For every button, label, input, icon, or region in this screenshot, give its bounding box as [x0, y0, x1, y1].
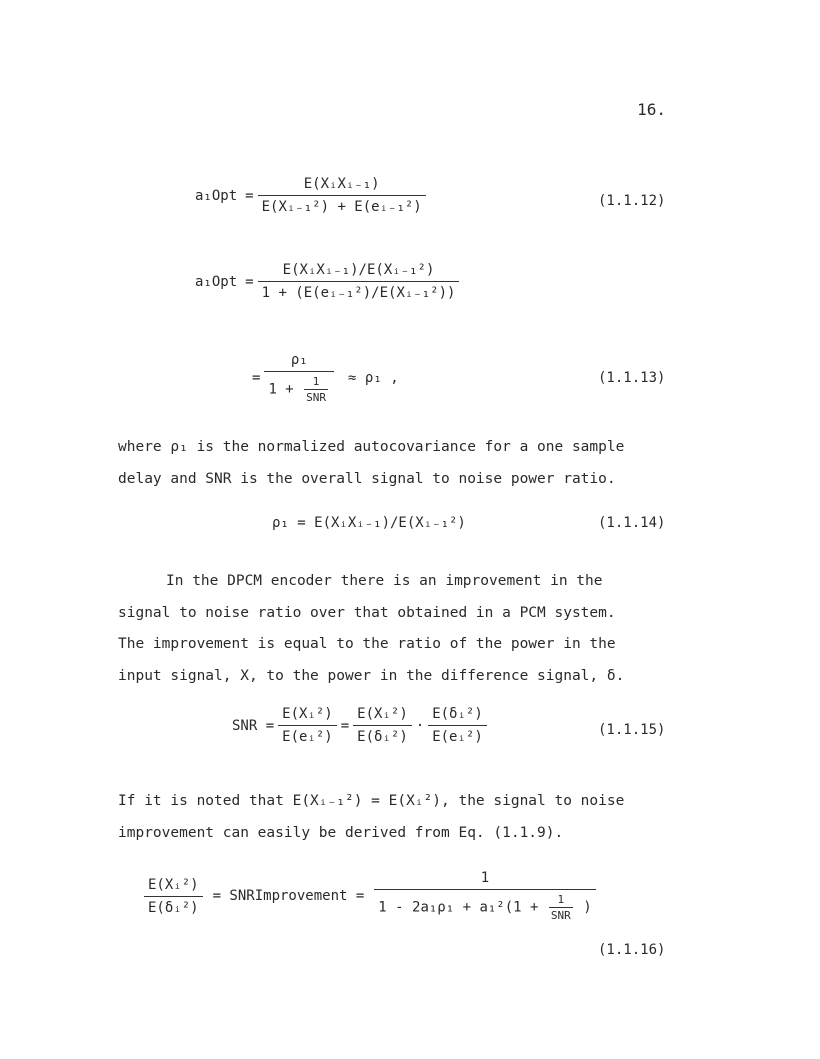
text-line: signal to noise ratio over that obtained in a PCM system. — [118, 604, 616, 621]
eq-lhs: a₁Opt — [195, 187, 238, 204]
multiply-dot: · — [415, 717, 425, 734]
equation-1-1-16 — [140, 870, 600, 922]
numerator: E(XᵢXᵢ₋₁) — [303, 176, 380, 192]
text-line: The improvement is equal to the ratio of the power in the — [118, 636, 616, 652]
eq-lhs: SNR = — [232, 717, 275, 734]
eq-sign: = — [245, 187, 254, 204]
equation-number: (1.1.14) — [598, 515, 666, 531]
denominator — [374, 889, 595, 922]
eq-sign: = — [252, 370, 261, 386]
paragraph — [118, 566, 624, 692]
denominator-lead: 1 - 2a₁ρ₁ + a₁²(1 + — [378, 899, 539, 916]
fraction — [278, 706, 337, 745]
fraction — [353, 706, 412, 745]
denominator-lead: 1 + — [268, 381, 294, 398]
text-line: input signal, X, to the power in the difference signal, δ. — [118, 667, 625, 684]
numerator: E(XᵢXᵢ₋₁)/E(Xᵢ₋₁²) — [282, 262, 435, 278]
inner-denominator: SNR — [306, 391, 327, 404]
equation-number: (1.1.15) — [598, 722, 666, 738]
text-line: If it is noted that E(Xᵢ₋₁²) = E(Xᵢ²), the signal to noise — [118, 793, 625, 809]
fraction — [374, 870, 595, 922]
eq-lhs: a₁Opt — [195, 273, 238, 290]
fraction — [264, 352, 334, 404]
equation-1-1-13 — [252, 352, 399, 404]
denominator: E(eᵢ²) — [428, 725, 487, 745]
text-line: where ρ₁ is the normalized autocovariance for a one sample — [118, 439, 625, 455]
denominator: E(δᵢ²) — [144, 896, 203, 916]
fraction — [144, 877, 203, 916]
inner-denominator: SNR — [550, 909, 571, 922]
fraction — [258, 176, 426, 215]
equation-number: (1.1.12) — [598, 193, 666, 209]
snr-improvement-label: = SNRImprovement = — [212, 888, 365, 904]
denominator: E(Xᵢ₋₁²) + E(eᵢ₋₁²) — [258, 195, 426, 215]
numerator: E(Xᵢ²) — [148, 876, 199, 893]
paragraph — [118, 786, 624, 849]
inner-fraction — [304, 375, 328, 404]
denominator: 1 + (E(eᵢ₋₁²)/E(Xᵢ₋₁²)) — [258, 281, 460, 301]
text-line: In the DPCM encoder there is an improvement in the — [166, 573, 603, 589]
equation-number: (1.1.16) — [598, 942, 666, 958]
inner-numerator: 1 — [312, 375, 320, 388]
eq-sign: = — [340, 717, 350, 734]
inner-fraction — [549, 893, 573, 922]
inner-numerator: 1 — [557, 893, 565, 906]
eq-sign: = — [245, 273, 254, 290]
page-number: 16. — [637, 100, 666, 119]
text-line: improvement can easily be derived from Eq. (1.1.9). — [118, 824, 564, 841]
numerator: 1 — [480, 870, 490, 886]
numerator: ρ₁ — [290, 352, 308, 368]
denominator — [264, 371, 334, 404]
fraction — [428, 706, 487, 745]
fraction — [258, 262, 460, 301]
numerator: E(Xᵢ²) — [282, 706, 333, 722]
equation-1-1-15 — [232, 706, 491, 745]
equation-1-1-14: ρ₁ = E(XᵢXᵢ₋₁)/E(Xᵢ₋₁²) — [272, 515, 466, 531]
equation-1-1-12 — [195, 176, 430, 215]
text-line: delay and SNR is the overall signal to noise power ratio. — [118, 470, 616, 487]
denominator: E(eᵢ²) — [278, 725, 337, 745]
equation-expanded — [195, 262, 463, 301]
numerator: E(Xᵢ²) — [357, 706, 408, 722]
paragraph — [118, 432, 624, 495]
denominator: E(δᵢ²) — [353, 725, 412, 745]
equation-number: (1.1.13) — [598, 370, 666, 386]
denominator-tail: ) — [583, 899, 592, 916]
approx-term: ≈ ρ₁ , — [348, 370, 399, 386]
numerator: E(δᵢ²) — [432, 706, 483, 722]
